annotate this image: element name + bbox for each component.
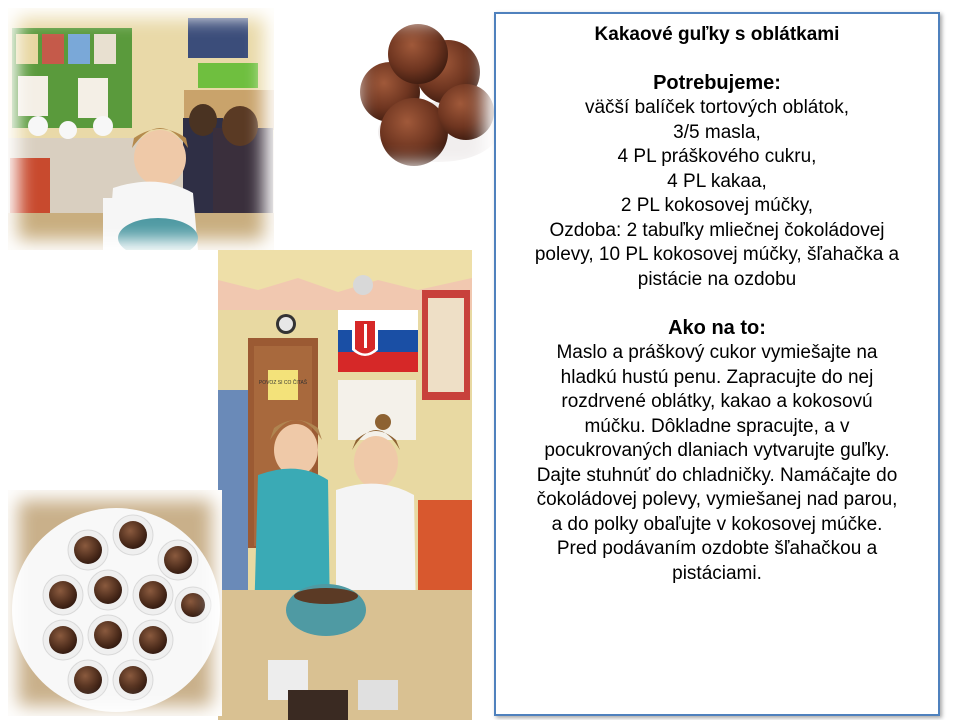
ingredient-line: väčší balíček tortových oblátok, xyxy=(584,97,849,118)
method-line: pocukrovaných dlaniach vytvarujte guľky. xyxy=(544,440,890,461)
door-sign-text: POVOZ SI CO ČITAŠ xyxy=(258,380,308,386)
recipe-title: Kakaové guľky s oblátkami xyxy=(594,24,840,45)
ingredient-line: polevy, 10 PL kokosovej múčky, šľahačka a xyxy=(534,244,900,265)
ingredient-line: 2 PL kokosovej múčky, xyxy=(620,195,814,216)
method-line: múčku. Dôkladne spracujte, a v xyxy=(584,415,850,437)
ingredient-line: Ozdoba: 2 tabuľky mliečnej čokoládovej xyxy=(549,219,885,241)
method-line: hladkú hustú penu. Zapracujte do nej xyxy=(560,366,874,388)
photo-finished-balls-plate xyxy=(8,490,222,716)
method-line: rozdrvené oblátky, kakao a kokosovú xyxy=(561,391,873,412)
method-line: Maslo a práškový cukor vymiešajte na xyxy=(556,342,878,363)
method-line: a do polky obaľujte v kokosovej múčke. xyxy=(551,513,883,535)
method-text xyxy=(496,341,938,586)
ingredient-line: 4 PL práškového cukru, xyxy=(617,146,817,167)
method-heading: Ako na to: xyxy=(668,317,766,339)
method-line: Pred podávaním ozdobte šľahačkou a xyxy=(556,538,878,559)
ingredient-line: 4 PL kakaa, xyxy=(667,170,767,192)
method-line: pistáciami. xyxy=(672,562,762,584)
photo-girl-stirring xyxy=(8,8,274,250)
method-line: Dajte stuhnúť do chladničky. Namáčajte do xyxy=(536,464,898,486)
ingredient-line: 3/5 masla, xyxy=(673,121,761,143)
ingredients-list xyxy=(496,96,938,292)
photo-two-girls-mixing xyxy=(218,250,472,720)
photo-cocoa-balls xyxy=(348,12,494,174)
ingredients-heading: Potrebujeme: xyxy=(653,72,781,94)
method-line: čokoládovej polevy, vymiešanej nad parou, xyxy=(536,489,898,510)
ingredient-line: pistácie na ozdobu xyxy=(637,268,797,290)
recipe-card xyxy=(494,12,940,716)
